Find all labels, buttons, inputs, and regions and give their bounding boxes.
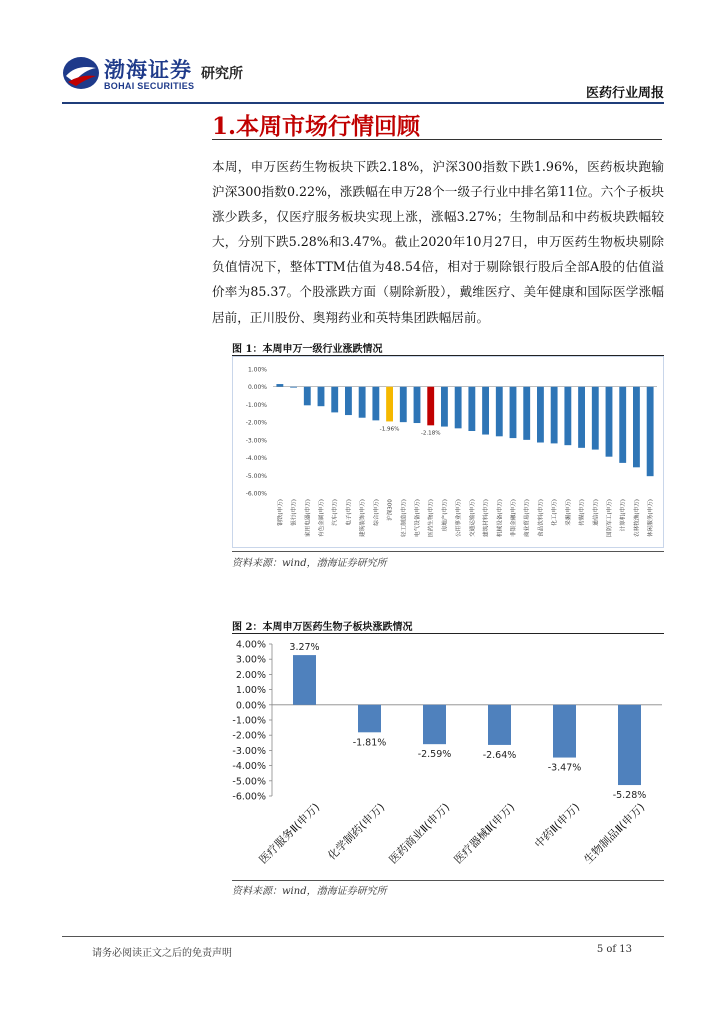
chart2-bar	[488, 705, 511, 745]
chart1-category-label: 轻工制造(申万)	[401, 499, 408, 537]
figure2-title: 图 2：本周申万医药生物子板块涨跌情况	[232, 622, 413, 633]
chart1-ytick-label: -1.00%	[245, 401, 267, 409]
chart2-ytick-label: 1.00%	[235, 685, 266, 697]
chart1-ytick-label: -2.00%	[245, 419, 267, 427]
chart2-ytick-label: -1.00%	[232, 715, 266, 727]
chart1-ytick-label: -3.00%	[245, 437, 267, 445]
figure1-chart-svg	[233, 357, 663, 547]
chart1-category-label: 钢铁(申万)	[277, 499, 284, 526]
chart1-category-label: 综合(申万)	[373, 499, 380, 526]
chart1-category-label: 国防军工(申万)	[607, 499, 613, 537]
chart2-ytick-label: 3.00%	[235, 654, 266, 666]
chart1-category-label: 休闲服务(申万)	[648, 499, 655, 537]
institute-label: 研究所	[201, 66, 243, 82]
report-type: 医药行业周报	[585, 86, 664, 101]
chart2-ytick-label: 2.00%	[235, 669, 266, 681]
company-name-en: BOHAI SECURITIES	[104, 81, 195, 91]
chart1-category-label: 非银金融(申万)	[511, 499, 517, 537]
chart2-ytick-label: -2.00%	[232, 730, 266, 742]
chart2-category-label: 化学制药(申万)	[325, 800, 388, 863]
chart2-data-label: -3.47%	[547, 762, 582, 774]
footer-divider	[62, 936, 664, 937]
chart2-data-label: -2.59%	[417, 749, 452, 761]
chart1-category-label: 家用电器(申万)	[305, 499, 312, 537]
chart1-category-label: 电气设备(申万)	[415, 499, 421, 537]
chart1-category-label: 建筑装饰(申万)	[360, 499, 367, 537]
chart2-bar	[618, 705, 641, 785]
figure1-bottom-rule	[232, 551, 664, 552]
chart2-ytick-label: -3.00%	[232, 745, 266, 757]
chart2-data-label: -2.64%	[482, 749, 517, 761]
chart1-bar	[276, 384, 283, 387]
figure1-chart	[232, 356, 664, 548]
chart1-category-label: 有色金属(申万)	[319, 499, 325, 537]
chart1-category-label: 食品饮料(申万)	[538, 499, 545, 537]
figure2-bottom-rule	[232, 880, 664, 881]
bohai-logo-mark-icon	[62, 56, 100, 90]
chart1-ytick-label: -4.00%	[245, 455, 267, 463]
chart2-ytick-label: -4.00%	[232, 761, 266, 773]
chart1-data-label: -1.96%	[379, 426, 400, 433]
chart1-category-label: 农林牧渔(申万)	[634, 499, 641, 537]
chart1-category-label: 建筑材料(申万)	[483, 499, 490, 537]
figure2-chart	[232, 634, 664, 878]
figure1-source: 资料来源：wind，渤海证券研究所	[232, 558, 387, 569]
chart1-bar	[633, 387, 640, 468]
chart2-ytick-label: -6.00%	[232, 791, 266, 803]
chart2-category-label: 医药商业Ⅱ(申万)	[386, 800, 453, 867]
chart1-bar	[523, 387, 530, 440]
chart1-bar	[345, 387, 352, 415]
chart1-bar	[551, 387, 558, 444]
chart1-data-label: -2.18%	[420, 430, 441, 437]
chart2-bar	[423, 705, 446, 744]
chart1-category-label: 房地产(申万)	[442, 499, 449, 532]
chart1-category-label: 商业贸易(申万)	[524, 499, 531, 537]
chart1-bar	[482, 387, 489, 435]
section-title: 1.本周市场行情回顾	[212, 113, 421, 140]
chart1-category-label: 采掘(申万)	[565, 499, 572, 526]
chart1-bar	[578, 387, 585, 448]
chart2-category-label: 医疗服务Ⅱ(申万)	[256, 800, 323, 867]
chart2-ytick-label: 4.00%	[235, 639, 266, 651]
chart1-category-label: 汽车(申万)	[332, 499, 339, 526]
chart1-bar	[290, 387, 297, 388]
chart1-bar	[331, 387, 338, 413]
body-paragraph: 本周，申万医药生物板块下跌2.18%，沪深300指数下跌1.96%，医药板块跑输沪深300指数0.22%，涨跌幅在申万28个一级子行业中排名第11位。六个子板块涨少跌多，仅医疗服务板块实现上涨，涨幅3.27%；生物制品和中药板块跌幅较大，分别下跌5.28%和3.47%。截止2020年10月27日，申万医药生物板块剔除负值情况下，整体TTM估值为48.54倍，相对于剔除银行股后全部A股的估值溢价率为85.37。个股涨跌方面（剔除新股），戴维医疗、美年健康和国际医学涨幅居前，正川股份、奥翔药业和英特集团跌幅居前。	[212, 159, 664, 325]
chart1-bar	[441, 387, 448, 427]
chart1-bar	[414, 387, 421, 423]
chart2-category-label: 生物制品Ⅱ(申万)	[581, 800, 648, 867]
chart1-category-label: 计算机(申万)	[620, 499, 627, 532]
chart1-bar	[400, 387, 407, 422]
chart1-bar	[647, 387, 654, 476]
chart1-category-label: 银行(申万)	[291, 499, 298, 526]
company-name-cn: 渤海证券	[104, 57, 192, 82]
page-number: 5 of 13	[596, 944, 632, 955]
figure2-chart-svg	[232, 634, 664, 878]
chart2-ytick-label: -5.00%	[232, 776, 266, 788]
chart2-data-label: -5.28%	[612, 790, 647, 802]
chart1-bar	[455, 387, 462, 429]
chart1-bar	[564, 387, 571, 445]
section-divider	[212, 139, 662, 140]
chart1-bar	[468, 387, 475, 431]
chart1-bar	[619, 387, 626, 463]
chart1-bar	[304, 387, 311, 406]
figure1-title: 图 1：本周申万一级行业涨跌情况	[232, 344, 383, 355]
chart1-bar	[359, 387, 366, 418]
chart1-category-label: 通信(申万)	[593, 499, 600, 526]
chart1-ytick-label: -6.00%	[245, 490, 267, 498]
chart1-bar	[496, 387, 503, 437]
chart1-bar	[427, 387, 434, 426]
chart1-category-label: 化工(申万)	[552, 499, 559, 526]
figure2-source: 资料来源：wind，渤海证券研究所	[232, 886, 387, 897]
chart2-category-label: 医疗器械Ⅱ(申万)	[451, 800, 518, 867]
chart1-ytick-label: 0.00%	[247, 384, 267, 392]
chart1-ytick-label: -5.00%	[245, 472, 267, 480]
chart1-category-label: 电子(申万)	[346, 499, 353, 526]
chart1-bar	[537, 387, 544, 443]
chart1-bar	[386, 387, 393, 422]
chart1-bar	[318, 387, 325, 406]
chart2-category-label: 中药Ⅱ(申万)	[532, 800, 583, 851]
chart1-category-label: 交通运输(申万)	[469, 499, 476, 537]
chart1-bar	[606, 387, 613, 457]
chart2-data-label: -1.81%	[352, 737, 387, 749]
chart1-category-label: 公用事业(申万)	[456, 499, 463, 537]
chart1-category-label: 传媒(申万)	[579, 499, 586, 526]
chart1-bar	[372, 387, 379, 421]
chart1-category-label: 机械设备(申万)	[497, 499, 504, 537]
chart1-bar	[510, 387, 517, 438]
header-divider	[62, 102, 664, 104]
chart2-ytick-label: 0.00%	[235, 700, 266, 712]
chart1-category-label: 沪深300	[387, 499, 394, 521]
chart2-data-label: 3.27%	[289, 642, 320, 654]
chart1-bar	[592, 387, 599, 450]
footer-disclaimer: 请务必阅读正文之后的免责声明	[92, 948, 232, 959]
chart1-category-label: 医药生物(申万)	[428, 499, 435, 537]
chart2-bar	[293, 655, 316, 705]
chart1-ytick-label: 1.00%	[247, 366, 267, 374]
chart2-bar	[553, 705, 576, 758]
chart2-bar	[358, 705, 381, 733]
